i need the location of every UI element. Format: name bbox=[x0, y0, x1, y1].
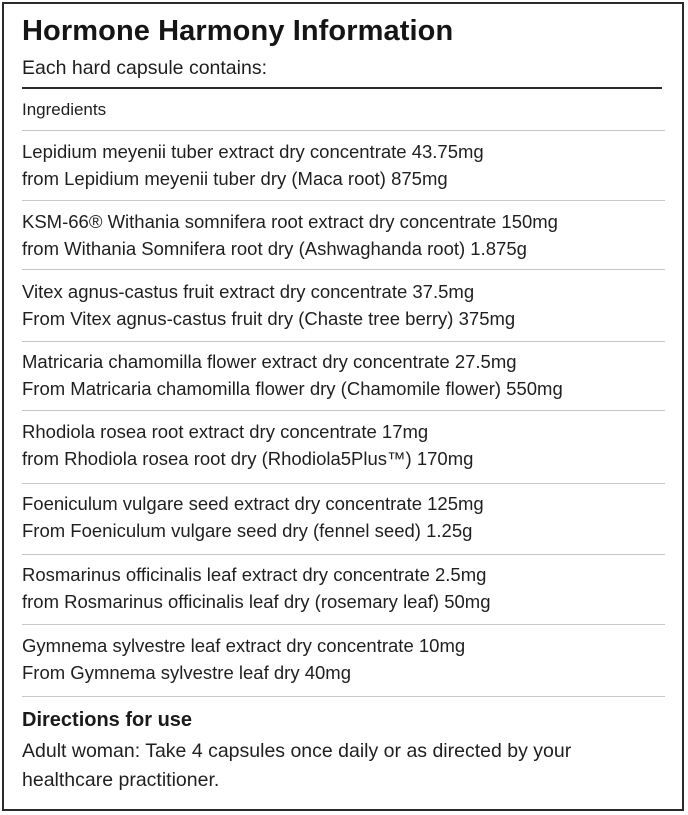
information-panel bbox=[2, 2, 684, 811]
ingredient-source-line: from Withania Somnifera root dry (Ashwaghanda root) 1.875g bbox=[22, 238, 527, 259]
ingredient-extract-line: Rosmarinus officinalis leaf extract dry concentrate 2.5mg bbox=[22, 564, 487, 585]
ingredient-item-chamomile bbox=[22, 348, 662, 402]
ingredient-extract-line: Vitex agnus-castus fruit extract dry concentrate 37.5mg bbox=[22, 281, 475, 302]
ingredient-extract-line: Lepidium meyenii tuber extract dry concentrate 43.75mg bbox=[22, 141, 484, 162]
ingredient-extract-line: Foeniculum vulgare seed extract dry concentrate 125mg bbox=[22, 493, 484, 514]
ingredient-item-rhodiola bbox=[22, 418, 662, 472]
page-title: Hormone Harmony Information bbox=[22, 15, 454, 47]
ingredients-end-divider bbox=[22, 696, 665, 697]
ingredient-divider bbox=[22, 410, 665, 411]
ingredient-divider bbox=[22, 624, 665, 625]
ingredient-extract-line: Gymnema sylvestre leaf extract dry concentrate 10mg bbox=[22, 635, 466, 656]
ingredient-item-gymnema bbox=[22, 632, 662, 686]
header-divider bbox=[22, 87, 662, 89]
ingredient-divider bbox=[22, 554, 665, 555]
directions-text: Adult woman: Take 4 capsules once daily or as directed by your healthcare practitioner. bbox=[22, 740, 572, 791]
ingredient-divider bbox=[22, 200, 665, 201]
ingredient-source-line: From Vitex agnus-castus fruit dry (Chaste tree berry) 375mg bbox=[22, 308, 516, 329]
ingredient-source-line: from Rosmarinus officinalis leaf dry (rosemary leaf) 50mg bbox=[22, 591, 491, 612]
ingredient-source-line: from Lepidium meyenii tuber dry (Maca root) 875mg bbox=[22, 168, 448, 189]
ingredient-source-line: From Gymnema sylvestre leaf dry 40mg bbox=[22, 662, 351, 683]
ingredient-divider bbox=[22, 269, 665, 270]
ingredient-divider bbox=[22, 341, 665, 342]
ingredient-item-maca bbox=[22, 138, 662, 192]
ingredient-item-fennel bbox=[22, 490, 662, 544]
ingredient-extract-line: Matricaria chamomilla flower extract dry concentrate 27.5mg bbox=[22, 351, 517, 372]
ingredients-heading: Ingredients bbox=[22, 100, 107, 119]
ingredient-item-ashwagandha bbox=[22, 208, 662, 262]
capsule-contents-subtitle: Each hard capsule contains: bbox=[22, 57, 267, 79]
ingredient-item-vitex bbox=[22, 278, 662, 332]
ingredient-source-line: from Rhodiola rosea root dry (Rhodiola5Plus™) 170mg bbox=[22, 448, 474, 469]
ingredient-source-line: From Matricaria chamomilla flower dry (Chamomile flower) 550mg bbox=[22, 378, 563, 399]
directions-heading: Directions for use bbox=[22, 709, 193, 731]
ingredients-divider bbox=[22, 130, 665, 131]
ingredient-source-line: From Foeniculum vulgare seed dry (fennel seed) 1.25g bbox=[22, 520, 473, 541]
ingredient-extract-line: Rhodiola rosea root extract dry concentrate 17mg bbox=[22, 421, 429, 442]
ingredient-item-rosemary bbox=[22, 561, 662, 615]
ingredient-extract-line: KSM-66® Withania somnifera root extract dry concentrate 150mg bbox=[22, 211, 558, 232]
ingredient-divider bbox=[22, 483, 665, 484]
